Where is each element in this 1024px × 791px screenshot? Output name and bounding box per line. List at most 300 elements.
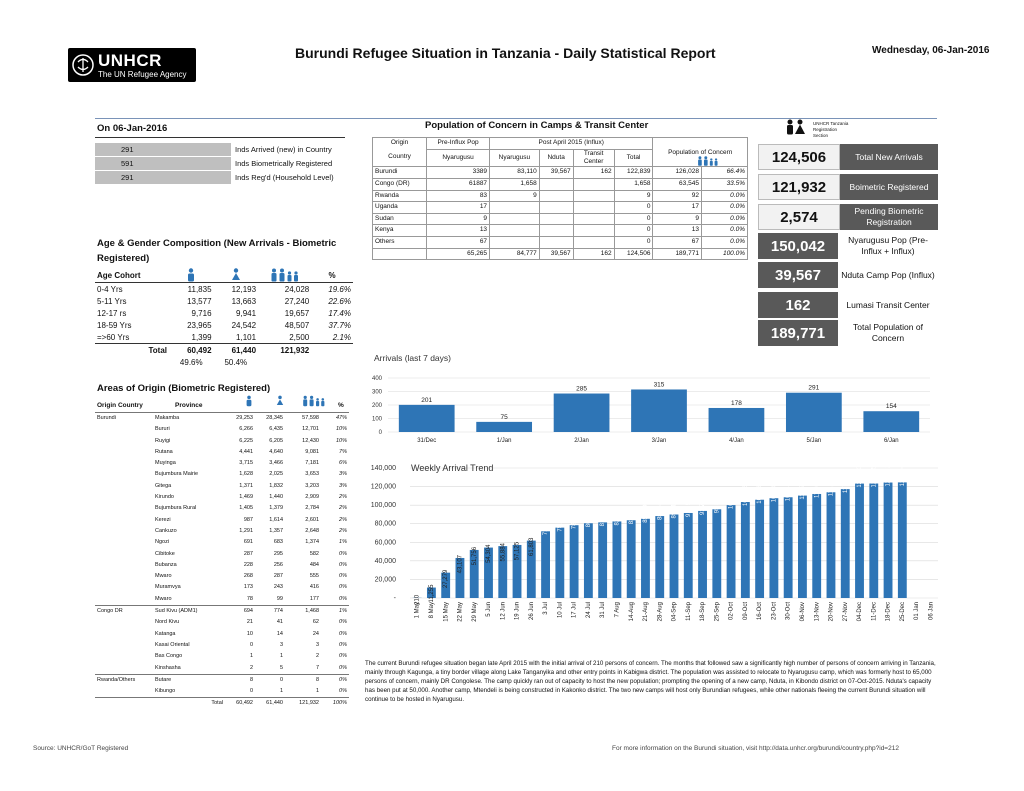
kpi-item [758,174,938,200]
bar-value-label: 55,884 [500,543,507,562]
female-count: 5 [279,664,283,671]
kpi-item [758,262,938,288]
bar-value-label: 51,756 [471,546,478,566]
grand-total: 121,932 [285,698,321,710]
female-count: 1,357 [269,527,283,534]
pct-value: 22.6% [328,296,351,306]
population-total-cell: 100.0% [701,248,747,260]
age-row [95,295,353,307]
population-cell: 0 [614,213,653,225]
female-count: 3 [279,641,283,648]
summary-row [95,157,345,171]
bar-value-label: 201 [421,396,433,404]
origin-country [95,447,153,458]
x-tick-label: 14-Aug [628,602,635,622]
population-cell [490,213,540,225]
population-table [372,137,748,260]
total-count: 7,181 [305,460,319,467]
x-tick-label: 16-Oct [757,602,764,621]
pct-value: 0% [339,664,347,671]
bar [476,422,532,432]
origin-country: Congo (DR) [373,179,427,191]
more-info-footer: For more information on the Burundi situation, visit http://data.unhcr.org/burundi/country.php?id=212 [612,745,899,752]
total-count: 8 [285,674,321,686]
bar [727,505,736,598]
bar [869,484,878,598]
x-tick-label: 4/Jan [729,438,744,444]
origin-country [95,651,153,662]
origin-row [95,560,349,571]
origin-row [95,503,349,514]
origin-country [95,571,153,582]
population-cell: 17 [427,202,490,214]
origin-row [95,651,349,662]
x-tick-label: 06 Jan [928,602,935,621]
summary-row [95,143,345,157]
origin-row [95,424,349,435]
origin-country [95,526,153,537]
summary-row [95,171,345,185]
total-count: 3,653 [305,471,319,478]
total-count: 24,028 [284,284,310,294]
bar-value-label: 123,285 [871,465,878,488]
female-count: 4,640 [269,448,283,455]
population-total-cell: 84,777 [490,248,540,260]
bar [631,389,687,432]
empty-cell [373,248,427,260]
female-count: 287 [273,573,283,580]
total-count: 555 [309,573,319,580]
bar [898,482,907,598]
x-tick-label: 19 Jun [514,602,521,621]
origin-row [95,606,349,618]
female-count: 3,466 [269,460,283,467]
population-cell [573,225,614,237]
total-count: 1 [315,688,319,695]
total-count: 1,468 [285,606,321,618]
population-cell [539,225,573,237]
female-count: 1 [279,653,283,660]
bar [755,500,764,598]
x-tick-label: 18-Dec [885,602,892,622]
kpi-value: 2,574 [758,204,840,230]
kpi-value: 189,771 [758,320,838,346]
empty-cell [95,356,169,368]
x-tick-label: 1/Jan [496,438,512,444]
pct-value: 6% [339,460,347,467]
x-tick-label: 5 Jun [486,602,493,617]
population-heading: Population of Concern in Camps & Transit Center [425,120,649,131]
total-count: 582 [309,550,319,557]
age-row [95,331,353,344]
origin-province: Bururi [155,426,170,433]
female-count: 243 [273,584,283,591]
sub-header: Nyarugusu [427,149,490,167]
population-total-cell: 65,265 [427,248,490,260]
origin-country [95,617,153,628]
population-cell: 3389 [427,167,490,179]
origin-province: Rutana [155,448,173,455]
pct-value: 2% [339,516,347,523]
x-tick-label: 11-Dec [871,602,878,621]
population-row [373,202,748,214]
bar-value-label: 103,375 [742,484,749,507]
female-count: 6,435 [269,426,283,433]
pct-value: 0% [339,561,347,568]
origin-country: Sudan [373,213,427,225]
male-count: 11,835 [187,284,212,294]
population-cell [490,237,540,249]
population-cell: 0 [614,202,653,214]
female-total: 61,440 [214,344,259,357]
origin-province: Muyinga [155,460,176,467]
population-cell: 83 [427,190,490,202]
female-count: 28,345 [255,413,285,425]
population-cell: 83,110 [490,167,540,179]
origin-country: Others [373,237,427,249]
population-cell: 9 [427,213,490,225]
summary-value: 291 [95,171,231,185]
summary-table [95,142,345,184]
y-tick-label: 400 [371,376,382,382]
bar [670,515,679,598]
x-tick-label: 06-Nov [800,602,807,622]
x-tick-label: 31/Dec [417,438,437,444]
origin-country: Burundi [95,413,153,425]
bar-value-label: 112,020 [814,476,821,498]
bar-value-label: 110,293 [800,478,807,500]
pct-value: 10% [335,426,347,433]
y-tick-label: 140,000 [370,465,396,472]
x-tick-label: 13-Nov [814,602,821,622]
female-count: 1,440 [269,494,283,501]
origin-row [95,481,349,492]
bar-value-label: 100,045 [728,487,735,510]
x-tick-label: 15 May [443,602,450,622]
x-tick-label: 26 Jun [528,602,535,621]
male-count: 3,715 [239,460,253,467]
origin-country [95,594,153,606]
male-count: 987 [243,516,253,523]
bar-value-label: 27,279 [443,569,450,589]
pct-value: 2% [339,527,347,534]
population-cell: 0.0% [701,190,747,202]
weekly-trend-chart [360,458,940,656]
kpi-legend: UNHCR Tanzania Registration Section [813,121,849,138]
origin-province: Mwaro [155,595,172,602]
bar [798,496,807,598]
origin-province: Bubanza [155,561,177,568]
bar-value-label: 117,261 [842,471,849,494]
unhcr-logo [68,48,196,82]
pct-value: 17.4% [328,308,351,318]
x-tick-label: 25-Sep [714,602,721,622]
pct-value: 47% [321,413,349,425]
kpi-label: Pending Biometric Registration [840,204,938,230]
x-tick-label: 6/Jan [883,438,899,444]
x-tick-label: 24 Jul [585,602,592,619]
x-tick-label: 09-Oct [742,602,749,621]
population-cell [539,202,573,214]
age-cohort: 18-59 Yrs [97,320,132,330]
sub-header: Nduta [539,149,573,167]
male-count: 268 [243,573,253,580]
summary-label: Inds Arrived (new) in Country [231,143,345,157]
age-cohort: 5-11 Yrs [97,296,127,306]
x-tick-label: 3/Jan [651,438,667,444]
bar [541,531,550,598]
x-tick-label: 04-Sep [671,602,678,622]
population-row [373,179,748,191]
x-tick-label: 21-Aug [643,602,650,622]
bar-value-label: 178 [730,399,742,407]
origin-row [95,663,349,675]
male-count: 1,405 [239,505,253,512]
origin-row [95,436,349,447]
pct-value: 0% [321,674,349,686]
pct-value: 0% [339,595,347,602]
female-count: 295 [273,550,283,557]
bar-value-label: 61,803 [528,537,535,556]
total-count: 2,648 [305,527,319,534]
report-date: Wednesday, 06-Jan-2016 [872,45,990,56]
bar [712,509,721,598]
origin-country [95,537,153,548]
female-count: 41 [276,619,283,626]
origin-row [95,617,349,628]
male-count: 694 [225,606,255,618]
x-tick-label: 01 Jan [914,602,921,621]
origin-country [95,629,153,640]
origin-country: Congo DR [95,606,153,618]
kpi-value: 39,567 [758,262,838,288]
male-count: 78 [246,595,253,602]
x-tick-label: 20-Nov [828,602,835,622]
origin-province: Cibitoke [155,550,175,557]
population-total-cell: 162 [573,248,614,260]
bar-value-label: 154 [885,403,897,411]
summary-value: 591 [95,157,231,171]
x-tick-label: 31 Jul [600,602,607,619]
male-count: 23,965 [187,320,212,330]
origin-country [95,640,153,651]
x-tick-label: 2/Jan [574,438,589,444]
origin-province: Bujumbura Rural [155,505,197,512]
bar-value-label: 89,915 [671,500,678,519]
population-cell: 66.4% [701,167,747,179]
female-count: 99 [276,595,283,602]
female-total: 61,440 [255,698,285,710]
total-count: 484 [309,561,319,568]
pct-value: 0% [339,688,347,695]
female-count: 12,193 [231,284,257,294]
family-icon [258,268,311,283]
population-cell: 0.0% [701,237,747,249]
age-row [95,307,353,319]
kpi-label: Total New Arrivals [840,144,938,170]
origin-row [95,447,349,458]
bar [655,516,664,598]
bar-value-label: 81,440 [600,508,607,527]
origin-province: Ruyigi [155,437,171,444]
bar [769,498,778,598]
origin-row [95,549,349,560]
x-tick-label: 18-Sep [700,602,707,622]
pct-value: 0% [339,584,347,591]
bar-value-label: 210 [414,594,421,605]
origin-total-label: Total [153,698,225,710]
pct-value: 3% [339,482,347,489]
arrivals-chart-title: Arrivals (last 7 days) [374,353,451,363]
origin-country [95,436,153,447]
bar [641,519,650,598]
pct-value: 0% [339,550,347,557]
male-count: 2 [249,664,253,671]
pct-header: % [328,270,336,280]
bar [698,511,707,598]
population-cell: 92 [653,190,701,202]
population-cell: 9 [653,213,701,225]
origin-country: Rwanda/Others [95,674,153,686]
origin-country: Rwanda [373,190,427,202]
bar-value-label: 108,488 [785,479,792,502]
female-count: 256 [273,561,283,568]
bar-value-label: 93,769 [700,496,707,515]
bar [863,411,919,432]
areas-header [95,398,349,413]
bar [399,405,455,432]
origin-country [95,469,153,480]
male-count: 1,628 [239,471,253,478]
pct-value: 37.7% [328,320,351,330]
kpi-value: 162 [758,292,838,318]
kpi-item [758,233,938,259]
origin-province: Sud Kivu (ADM1) [153,606,225,618]
origin-country: Burundi [373,167,427,179]
age-cohort: 0-4 Yrs [97,284,123,294]
population-cell: 17 [653,202,701,214]
bar-value-label: 11,255 [428,584,435,603]
female-count: 1,379 [269,505,283,512]
population-cell [539,190,573,202]
population-row [373,237,748,249]
female-count: 0 [255,674,285,686]
source-footer: Source: UNHCR/GoT Registered [33,745,129,752]
origin-row [95,469,349,480]
population-cell [573,179,614,191]
population-cell: 0 [614,237,653,249]
female-count: 774 [255,606,285,618]
x-tick-label: 02-Oct [728,602,735,621]
bar [627,520,636,598]
population-total-cell: 189,771 [653,248,701,260]
bar-value-label: 75 [500,413,508,421]
female-count: 1 [279,688,283,695]
bar-value-label: 78,408 [571,510,578,530]
origin-row [95,640,349,651]
age-total-label: Total [95,344,169,357]
total-count: 1,374 [305,539,319,546]
origin-province: Ngozi [155,539,170,546]
population-cell: 67 [653,237,701,249]
y-tick-label: 100,000 [370,502,396,510]
population-cell: 162 [573,167,614,179]
total-count: 2,909 [305,494,319,501]
x-tick-label: 25-Dec [899,602,906,622]
sub-header: Nyarugusu [490,149,540,167]
origin-country [95,515,153,526]
female-count: 9,941 [236,308,257,318]
origin-country [95,549,153,560]
bar-value-label: 85,289 [643,504,650,523]
kpi-value: 121,932 [758,174,840,200]
population-cell: 33.5% [701,179,747,191]
population-cell: 126,028 [653,167,701,179]
areas-heading: Areas of Origin (Biometric Registered) [97,383,271,394]
x-tick-label: 29 May [471,602,478,622]
total-count: 7 [315,664,319,671]
male-count: 228 [243,561,253,568]
bar-value-label: 91,559 [685,498,692,517]
bar [827,492,836,598]
population-row [373,213,748,225]
male-count: 6,225 [239,437,253,444]
population-cell: 67 [427,237,490,249]
unhcr-emblem-icon [68,50,98,80]
population-cell: 1,658 [614,179,653,191]
origin-row [95,594,349,606]
bar-value-label: 43,107 [457,554,464,574]
x-tick-label: 23-Oct [771,602,778,621]
total-count: 2,500 [289,332,310,342]
origin-country [95,663,153,675]
y-tick-label: 60,000 [374,539,396,547]
male-count: 10 [246,630,253,637]
female-count: 24,542 [231,320,257,330]
x-tick-label: 11-Sep [685,602,692,621]
male-icon [169,268,214,283]
people-icon [785,119,807,140]
population-cell: 0.0% [701,213,747,225]
male-count: 287 [243,550,253,557]
logo-main-text: UNHCR [98,50,162,70]
province-header: Province [175,402,203,409]
y-tick-label: 80,000 [374,520,396,528]
y-tick-label: 100 [371,416,382,423]
origin-province: Kerezi [155,516,171,523]
origin-row [95,571,349,582]
x-tick-label: 1 May [414,602,421,619]
kpi-item [758,144,938,170]
age-total-row [95,344,353,357]
population-cell [573,202,614,214]
bar-value-label: 124,352 [885,464,892,487]
summary-label: Inds Reg'd (Household Level) [231,171,345,185]
pct-value: 19.6% [328,284,351,294]
summary-label: Inds Biometrically Registered [231,157,345,171]
narrative-note: The current Burundi refugee situation began late April 2015 with the initial arrival of 210 persons of concern. The months that followed saw a significantly high number of persons of concern arriving in Tanzania, mainly through Kagunga, a tiny border village along Lake Tanganyika and other entry points in Kabigwa district. The population was assisted to relocate to Nyarugusu camp, which was formerly host to 65,000 persons of concern, mainly DR Congolese. The camp quickly ran out of capacity to host the new population; prompting the opening of a new camp, Nduta, in Kibondo district on 07-Oct-2015. Nduta's capacity has been put at 50,000. Another camp, Mtendeli is being constructed in Kakonko district. The two new camps will host only Burundian refugees, while other nationals fleeing the current Burundi situation will continue to be hosted in Nyarugusu. [365,660,936,703]
y-tick-label: 200 [371,403,382,409]
male-count: 1,469 [239,494,253,501]
male-total: 60,492 [225,698,255,710]
bar-value-label: 82,451 [614,507,621,526]
female-icon [214,268,259,283]
summary-heading: On 06-Jan-2016 [97,123,168,134]
kpi-label: Nduta Camp Pop (Influx) [838,262,938,288]
origin-row [95,526,349,537]
population-cell: 122,839 [614,167,653,179]
pct-value: 0% [339,619,347,626]
